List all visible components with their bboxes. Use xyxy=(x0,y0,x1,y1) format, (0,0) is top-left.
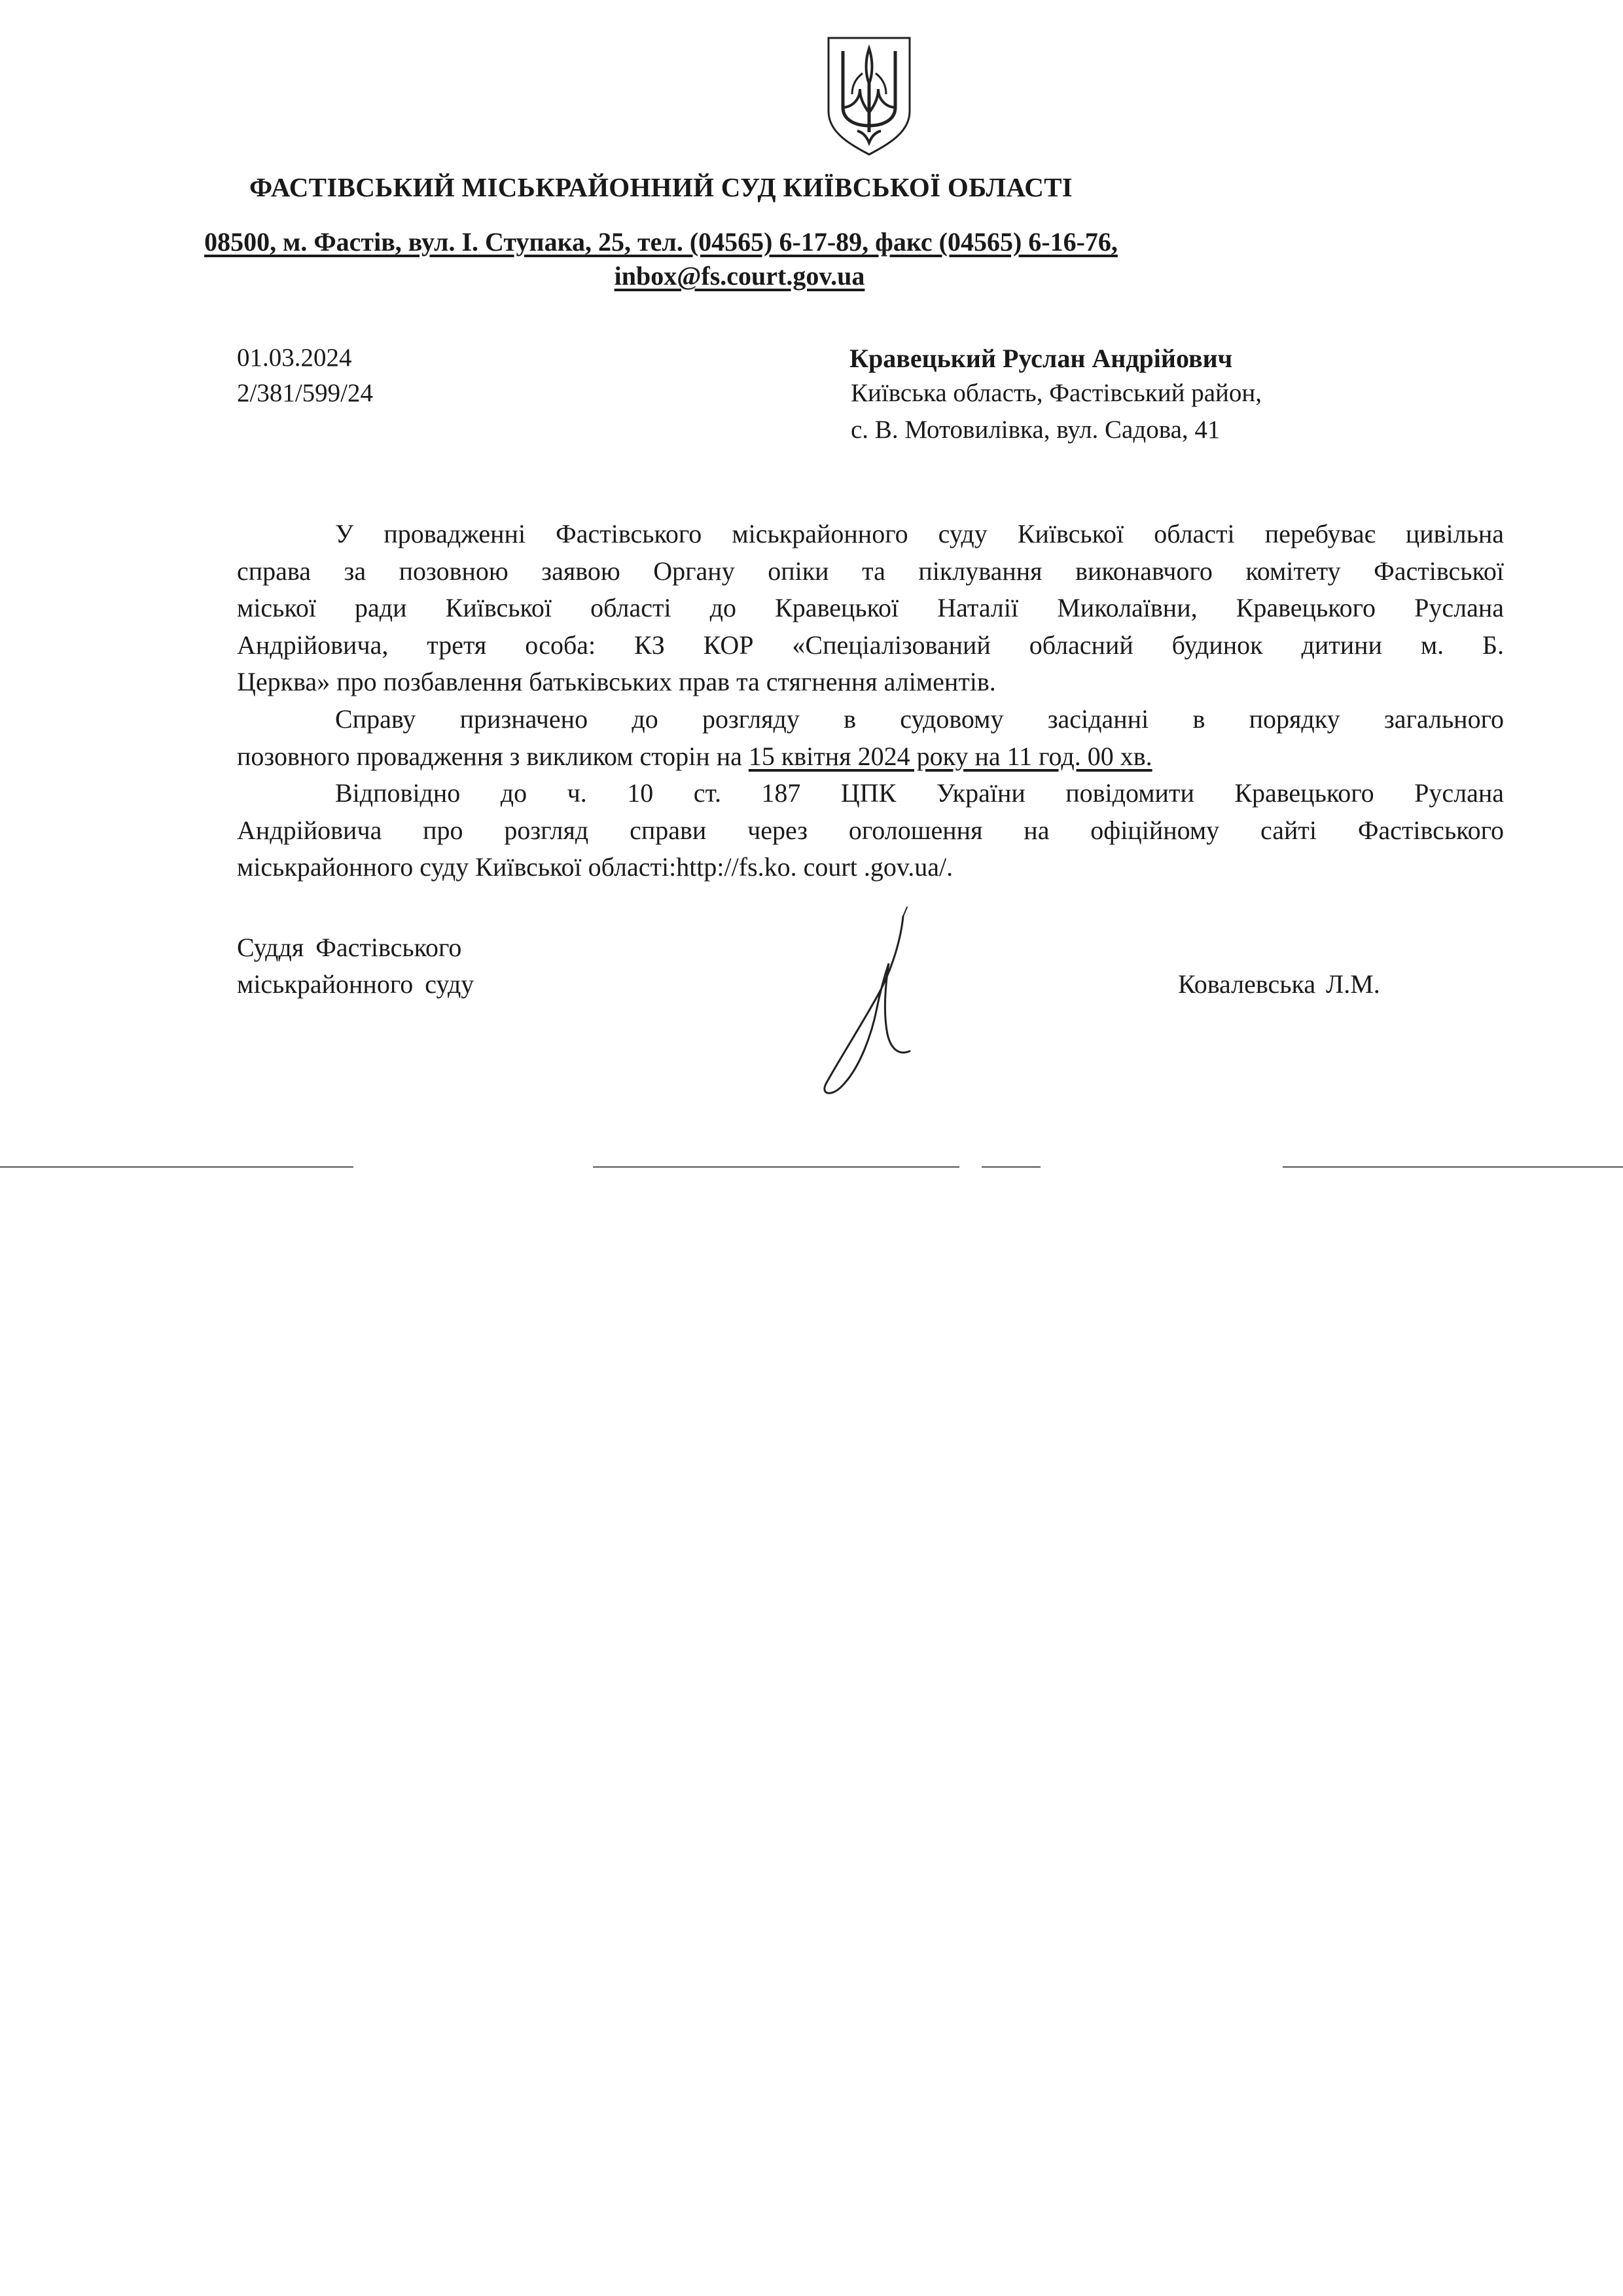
court-address-line: 08500, м. Фастів, вул. І. Ступака, 25, тел. (04565) 6-17-89, факс (04565) 6-16-76, xyxy=(204,227,1118,257)
handwritten-signature xyxy=(812,903,929,1100)
paragraph-line: справа за позовною заявою Органу опіки та піклування виконавчого комітету Фастівської xyxy=(237,556,1504,586)
paragraph-line: Андрійовича, третя особа: КЗ КОР «Спеціалізований обласний будинок дитини м. Б. xyxy=(237,630,1504,660)
paragraph-line: Андрійовича про розгляд справи через оголошення на офіційному сайті Фастівського xyxy=(237,815,1504,845)
body-paragraph xyxy=(237,701,1504,775)
scan-artifact-line xyxy=(982,1166,1041,1168)
body-paragraph xyxy=(237,775,1504,886)
recipient-name: Кравецький Руслан Андрійович xyxy=(849,344,1233,373)
recipient-address-line: с. В. Мотовилівка, вул. Садова, 41 xyxy=(851,416,1221,444)
body-paragraph xyxy=(237,516,1504,701)
scan-artifact-line xyxy=(593,1166,959,1168)
paragraph-line: міськрайонного суду Київської області:http://fs.ko. court .gov.ua/. xyxy=(237,852,954,882)
document-date: 01.03.2024 xyxy=(237,344,352,372)
hearing-datetime: 15 квітня 2024 року на 11 год. 00 хв. xyxy=(748,741,1152,771)
document-number: 2/381/599/24 xyxy=(237,379,374,407)
scan-artifact-line xyxy=(1283,1166,1623,1168)
paragraph-line: Справу призначено до розгляду в судовому засіданні в порядку загального xyxy=(335,704,1504,734)
judge-title-line: Суддя Фастівського xyxy=(237,933,462,962)
paragraph-text: позовного провадження з викликом сторін на xyxy=(237,741,749,771)
paragraph-line xyxy=(237,738,1504,776)
court-email-line: inbox@fs.court.gov.ua xyxy=(614,261,865,291)
paragraph-line: Церква» про позбавлення батьківських прав та стягнення аліментів. xyxy=(237,667,996,696)
judge-title-line: міськрайонного суду xyxy=(237,969,474,999)
judge-name: Ковалевська Л.М. xyxy=(1178,969,1380,999)
scan-artifact-line xyxy=(0,1166,353,1168)
court-name-heading: ФАСТІВСЬКИЙ МІСЬКРАЙОННИЙ СУД КИЇВСЬКОЇ ОБЛАСТІ xyxy=(249,172,1073,202)
recipient-address-line: Київська область, Фастівський район, xyxy=(851,379,1262,407)
paragraph-line: Відповідно до ч. 10 ст. 187 ЦПК України повідомити Кравецького Руслана xyxy=(335,778,1504,808)
paragraph-line: міської ради Київської області до Кравецької Наталії Миколаївни, Кравецького Руслана xyxy=(237,593,1504,622)
paragraph-line: У провадженні Фастівського міськрайонного суду Київської області перебуває цивільна xyxy=(335,519,1504,548)
coat-of-arms-icon xyxy=(823,34,915,158)
